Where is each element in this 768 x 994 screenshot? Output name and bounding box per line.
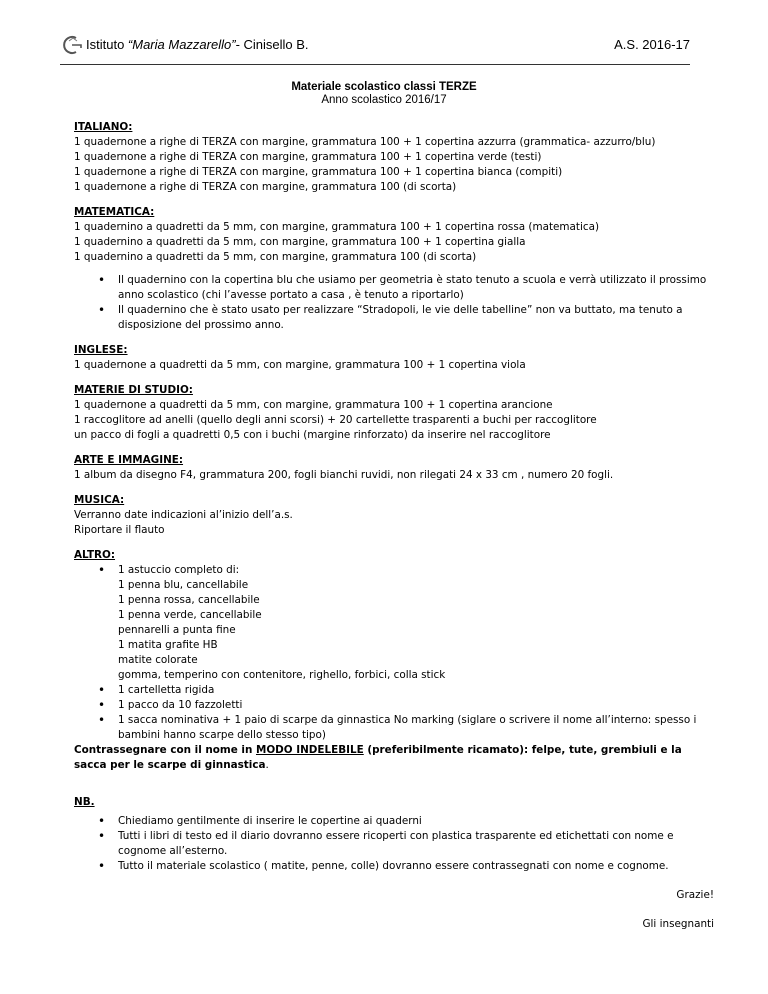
list-item: 1 quadernone a quadretti da 5 mm, con margine, grammatura 100 + 1 copertina viola — [74, 359, 526, 371]
section-materie-di-studio — [74, 383, 714, 443]
bullet-item: • Tutti i libri di testo ed il diario dovranno essere ricoperti con plastica trasparente ed etichettati con nome e cognome all’esterno. — [74, 829, 714, 859]
section-italiano — [74, 120, 714, 195]
list-item: Verranno date indicazioni al’inizio dell’a.s. — [74, 509, 293, 521]
list-item: 1 quadernone a righe di TERZA con margine, grammatura 100 + 1 copertina verde (testi) — [74, 151, 542, 163]
list-item: gomma, temperino con contenitore, righello, forbici, colla stick — [118, 669, 446, 681]
section-altro — [74, 548, 714, 773]
list-item: 1 penna rossa, cancellabile — [118, 594, 260, 606]
section-inglese — [74, 343, 714, 373]
closing-signature: Gli insegnanti — [642, 918, 714, 930]
school-name: Istituto “Maria Mazzarello”- Cinisello B. — [86, 37, 309, 52]
section-heading: MATEMATICA: — [74, 206, 155, 218]
list-item: 1 raccoglitore ad anelli (quello degli anni scorsi) + 20 cartellette trasparenti a buchi per raccoglitore — [74, 414, 597, 426]
astuccio-label: • 1 astuccio completo di: — [118, 564, 240, 576]
list-item: 1 quadernino a quadretti da 5 mm, con margine, grammatura 100 + 1 copertina rossa (matematica) — [74, 221, 600, 233]
list-item: pennarelli a punta fine — [118, 624, 236, 636]
section-nb — [74, 795, 714, 874]
bullet-item — [74, 563, 714, 683]
bullet-item: • Tutto il materiale scolastico ( matite, penne, colle) dovranno essere contrassegnati con nome e cognome. — [74, 859, 714, 874]
school-logo-icon — [60, 35, 86, 55]
closing-thanks: Grazie! — [676, 889, 714, 901]
page-header — [60, 34, 690, 65]
bullet-item: • 1 cartelletta rigida — [74, 683, 714, 698]
section-heading: NB. — [74, 796, 95, 808]
section-heading: ARTE E IMMAGINE: — [74, 454, 184, 466]
bullet-item: • Il quadernino con la copertina blu che usiamo per geometria è stato tenuto a scuola e verrà utilizzato il prossimo anno scolastico (chi l’avesse portato a casa , è tenuto a riportarlo) — [74, 273, 714, 303]
section-arte — [74, 453, 714, 483]
list-item: un pacco di fogli a quadretti 0,5 con i buchi (margine rinforzato) da inserire nel raccoglitore — [74, 429, 551, 441]
list-item: 1 album da disegno F4, grammatura 200, fogli bianchi ruvidi, non rilegati 24 x 33 cm , numero 20 fogli. — [74, 469, 614, 481]
title-block — [0, 81, 768, 107]
section-heading: ALTRO: — [74, 549, 116, 561]
section-heading: INGLESE: — [74, 344, 128, 356]
list-item: 1 quadernino a quadretti da 5 mm, con margine, grammatura 100 + 1 copertina gialla — [74, 236, 526, 248]
list-item: matite colorate — [118, 654, 198, 666]
list-item: 1 quadernino a quadretti da 5 mm, con margine, grammatura 100 (di scorta) — [74, 251, 477, 263]
document-body — [74, 120, 714, 932]
list-item: 1 quadernone a quadretti da 5 mm, con margine, grammatura 100 + 1 copertina arancione — [74, 399, 553, 411]
section-heading: MATERIE DI STUDIO: — [74, 384, 193, 396]
list-item: 1 quadernone a righe di TERZA con margine, grammatura 100 (di scorta) — [74, 181, 457, 193]
list-item: 1 penna verde, cancellabile — [118, 609, 262, 621]
list-item: 1 quadernone a righe di TERZA con margine, grammatura 100 + 1 copertina bianca (compiti) — [74, 166, 563, 178]
labeling-note: Contrassegnare con il nome in MODO INDELEBILE (preferibilmente ricamato): felpe, tute, grembiuli e la sacca per le scarpe di ginnastica. — [74, 744, 682, 771]
section-heading: ITALIANO: — [74, 121, 133, 133]
bullet-item: • Chiediamo gentilmente di inserire le copertine ai quaderni — [74, 814, 714, 829]
school-year: A.S. 2016-17 — [614, 37, 690, 52]
list-item: 1 quadernone a righe di TERZA con margine, grammatura 100 + 1 copertina azzurra (grammatica- azzurro/blu) — [74, 136, 656, 148]
section-musica — [74, 493, 714, 538]
bullet-list — [74, 273, 714, 333]
bullet-item: • 1 pacco da 10 fazzoletti — [74, 698, 714, 713]
bullet-item: • 1 sacca nominativa + 1 paio di scarpe da ginnastica No marking (siglare o scrivere il nome all’interno: spesso i bambini hanno scarpe dello stesso tipo) — [74, 713, 714, 743]
section-heading: MUSICA: — [74, 494, 125, 506]
list-item: 1 matita grafite HB — [118, 639, 218, 651]
list-item: 1 penna blu, cancellabile — [118, 579, 249, 591]
document-title: Materiale scolastico classi TERZE — [291, 81, 477, 93]
document-subtitle: Anno scolastico 2016/17 — [321, 94, 447, 106]
bullet-list — [74, 814, 714, 874]
bullet-item: • Il quadernino che è stato usato per realizzare “Stradopoli, le vie delle tabelline” non va buttato, ma tenuto a disposizione del prossimo anno. — [74, 303, 714, 333]
bullet-list — [74, 563, 714, 743]
section-matematica — [74, 205, 714, 333]
list-item: Riportare il flauto — [74, 524, 165, 536]
